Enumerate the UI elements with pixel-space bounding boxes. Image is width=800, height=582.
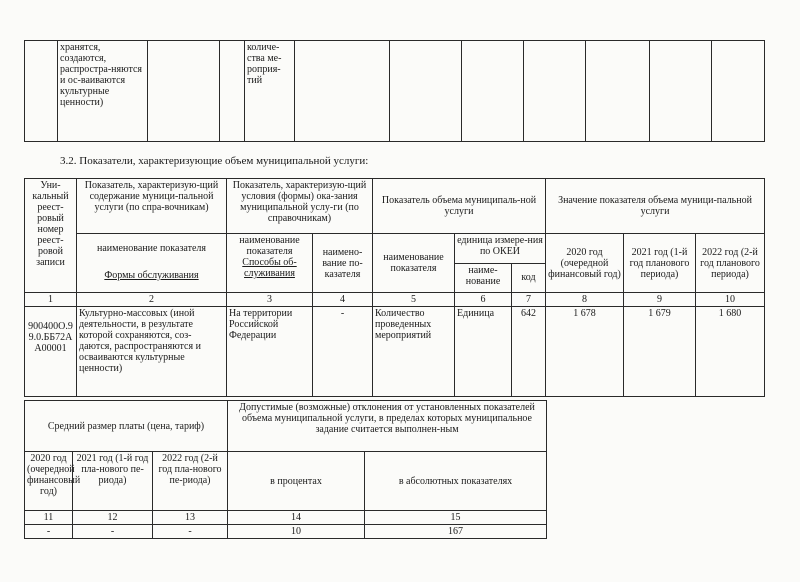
content-value: Культурно-массовых (иной деятельности, в результате которой сохраняются, соз-даются, распространяются и осваиваются культурные ценности) (77, 307, 227, 397)
okei-name-subheader: наиме-нование (455, 263, 512, 293)
column-number: 4 (313, 293, 373, 307)
column-number: 15 (365, 511, 547, 525)
column-number: 2 (77, 293, 227, 307)
deviation-absolute-value: 167 (365, 525, 547, 539)
condition-method-label: Способы об-служивания (242, 257, 297, 279)
value-2022: 1 680 (696, 307, 765, 397)
header-row (25, 401, 547, 452)
fee-value: - (153, 525, 228, 539)
column-number: 7 (512, 293, 546, 307)
table-row (25, 525, 547, 539)
previous-table-fragment (24, 40, 765, 142)
content-name-label: наименование показателя (97, 243, 206, 254)
section-title: 3.2. Показатели, характеризующие объем муниципальной услуги: (60, 155, 369, 167)
volume-indicators-table (24, 178, 765, 397)
table-row (25, 307, 765, 397)
header-value: Значение показателя объема муници-пальной услуги (546, 179, 765, 234)
condition-value: На территории Российской Федерации (227, 307, 313, 397)
fee-year-2021: 2021 год (1-й год пла-нового пе-риода) (73, 452, 153, 511)
column-number-row (25, 511, 547, 525)
fee-value: - (73, 525, 153, 539)
column-number: 1 (25, 293, 77, 307)
column-number: 6 (455, 293, 512, 307)
deviation-percent: в процентах (228, 452, 365, 511)
column-number: 3 (227, 293, 313, 307)
header-content: Показатель, характеризую-щий содержание муници-пальной услуги (по спра-вочникам) (77, 179, 227, 234)
fee-deviation-table (24, 400, 547, 539)
header-fee: Средний размер платы (цена, тариф) (25, 401, 228, 452)
year-2020-subheader: 2020 год (очередной финансовый год) (546, 234, 624, 293)
content-subheader (77, 234, 227, 293)
okei-code-subheader: код (512, 263, 546, 293)
condition-name2-subheader: наимено-вание по-казателя (313, 234, 373, 293)
fee-value: - (25, 525, 73, 539)
okei-subheader: единица измере-ния по ОКЕИ (455, 234, 546, 264)
value-2021: 1 679 (624, 307, 696, 397)
header-row (25, 452, 547, 511)
header-row (25, 179, 765, 234)
column-number: 11 (25, 511, 73, 525)
column-number: 10 (696, 293, 765, 307)
column-number: 8 (546, 293, 624, 307)
fee-year-2022: 2022 год (2-й год пла-нового пе-риода) (153, 452, 228, 511)
okei-code-value: 642 (512, 307, 546, 397)
registry-code: 900400О.99.0.ББ72АА00001 (25, 307, 77, 397)
content-cell: хранятся, создаются, распростра-няются и ос-ваиваются культурные ценности) (58, 41, 148, 142)
unit-value: Единица (455, 307, 512, 397)
condition-name-label: наименование показателя (239, 235, 300, 257)
year-2021-subheader: 2021 год (1-й год планового периода) (624, 234, 696, 293)
column-number: 5 (373, 293, 455, 307)
column-number: 14 (228, 511, 365, 525)
value-2020: 1 678 (546, 307, 624, 397)
column-number: 12 (73, 511, 153, 525)
content-form-label: Формы обслуживания (104, 270, 199, 281)
header-unique-number: Уни-кальный реест-ровый номер реест-ровой записи (25, 179, 77, 293)
header-conditions: Показатель, характеризую-щий условия (формы) ока-зания муниципальной услу-ги (по справочникам) (227, 179, 373, 234)
indicator-value: Количество проведенных мероприятий (373, 307, 455, 397)
condition2-value: - (313, 307, 373, 397)
condition-subheader (227, 234, 313, 293)
column-number: 13 (153, 511, 228, 525)
table-row (25, 41, 765, 142)
year-2022-subheader: 2022 год (2-й год планового периода) (696, 234, 765, 293)
indicator-cell: количе-ства ме-роприя-тий (245, 41, 295, 142)
deviation-percent-value: 10 (228, 525, 365, 539)
column-number: 9 (624, 293, 696, 307)
column-number-row (25, 293, 765, 307)
fee-year-2020: 2020 год (очередной финансовый год) (25, 452, 73, 511)
volume-name-subheader: наименование показателя (373, 234, 455, 293)
header-row (25, 234, 765, 264)
header-deviation: Допустимые (возможные) отклонения от установленных показателей объема муниципальной услуги, в пределах которых муниципальное задание считается выполнен-ным (228, 401, 547, 452)
deviation-absolute: в абсолютных показателях (365, 452, 547, 511)
header-volume: Показатель объема муниципаль-ной услуги (373, 179, 546, 234)
